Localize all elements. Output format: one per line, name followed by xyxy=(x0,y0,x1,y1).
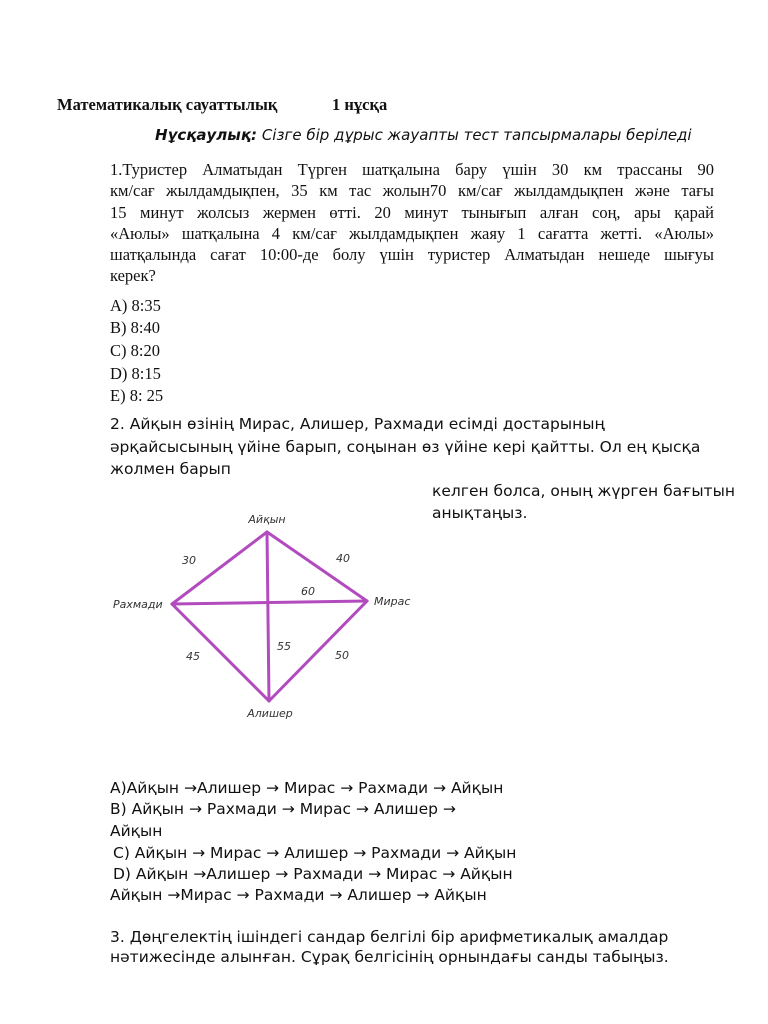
q2-option-d: D) Айқын →Алишер → Рахмади → Мирас → Айқын xyxy=(113,865,513,883)
edge-aykyn-alisher xyxy=(267,532,269,701)
node-rakhmadi: Рахмади xyxy=(113,598,163,611)
q1-option-d: D) 8:15 xyxy=(110,364,161,383)
q2-line: жолмен барып xyxy=(110,460,231,478)
q2-line: 2. Айқын өзінің Мирас, Алишер, Рахмади есімді достарының xyxy=(110,415,605,433)
question-1-text xyxy=(110,159,714,287)
variant-label: 1 нұсқа xyxy=(332,95,388,114)
q2-option-b-cont: Айқын xyxy=(110,822,163,840)
q2-line: анықтаңыз. xyxy=(432,504,528,522)
edge-aykyn-rakhmadi xyxy=(172,532,267,604)
node-miras: Мирас xyxy=(374,595,411,608)
q3-line: 3. Дөңгелектің ішіндегі сандар белгілі бір арифметикалық амалдар xyxy=(110,928,669,946)
q1-line: 1.Туристер Алматыдан Түрген шатқалына бару үшін 30 км трассаны 90 xyxy=(110,160,714,179)
node-aykyn: Айқын xyxy=(248,513,286,526)
q1-line: 15 минут жолсыз жермен өтті. 20 минут тынығып алған соң, ары қарай xyxy=(110,202,714,222)
q2-option-a: А)Айқын →Алишер → Мирас → Рахмади → Айқын xyxy=(110,779,504,797)
instruction-label: Нұсқаулық: xyxy=(155,126,258,144)
instruction xyxy=(155,126,692,144)
q2-option-b: В) Айқын → Рахмади → Мирас → Алишер → xyxy=(110,800,456,818)
edge-label: 50 xyxy=(335,649,349,662)
q1-option-e: Е) 8: 25 xyxy=(110,386,164,405)
q2-option-c: С) Айқын → Мирас → Алишер → Рахмади → Айқын xyxy=(113,844,517,862)
edge-label: 60 xyxy=(301,585,315,598)
q3-line: нәтижесінде алынған. Сұрақ белгісінің орнындағы санды табыңыз. xyxy=(110,948,669,966)
q1-line: «Аюлы» шатқалына 4 км/сағ жылдамдықпен жаяу 1 сағатта жетті. «Аюлы» xyxy=(110,223,714,243)
q1-option-c: С) 8:20 xyxy=(110,341,160,360)
edge-label: 55 xyxy=(277,640,291,653)
edge-label: 30 xyxy=(182,554,196,567)
q1-option-b: В) 8:40 xyxy=(110,318,160,337)
node-alisher: Алишер xyxy=(247,707,293,720)
q1-line: керек? xyxy=(110,266,156,286)
edge-label: 45 xyxy=(186,650,200,663)
edge-rakhmadi-miras xyxy=(172,601,367,604)
q2-line: әрқайсысының үйіне барып, соңынан өз үйіне кері қайтты. Ол ең қысқа xyxy=(110,438,701,456)
q2-option-e: Айқын →Мирас → Рахмади → Алишер → Айқын xyxy=(110,886,487,904)
edge-label: 40 xyxy=(336,552,350,565)
q1-line: шатқалында сағат 10:00-де болу үшін туристер Алматыдан нешеде шығуы xyxy=(110,245,714,265)
subject-title: Математикалық сауаттылық xyxy=(57,95,278,114)
route-diagram xyxy=(100,505,430,725)
instruction-text: Сізге бір дұрыс жауапты тест тапсырмалары беріледі xyxy=(261,126,692,144)
edge-aykyn-miras xyxy=(267,532,367,601)
q1-line: км/сағ жылдамдықпен, 35 км тас жолын70 км/сағ жылдамдықпен және тағы xyxy=(110,181,714,201)
q2-line: келген болса, оның жүрген бағытын xyxy=(432,482,735,500)
q1-option-a: А) 8:35 xyxy=(110,296,161,315)
